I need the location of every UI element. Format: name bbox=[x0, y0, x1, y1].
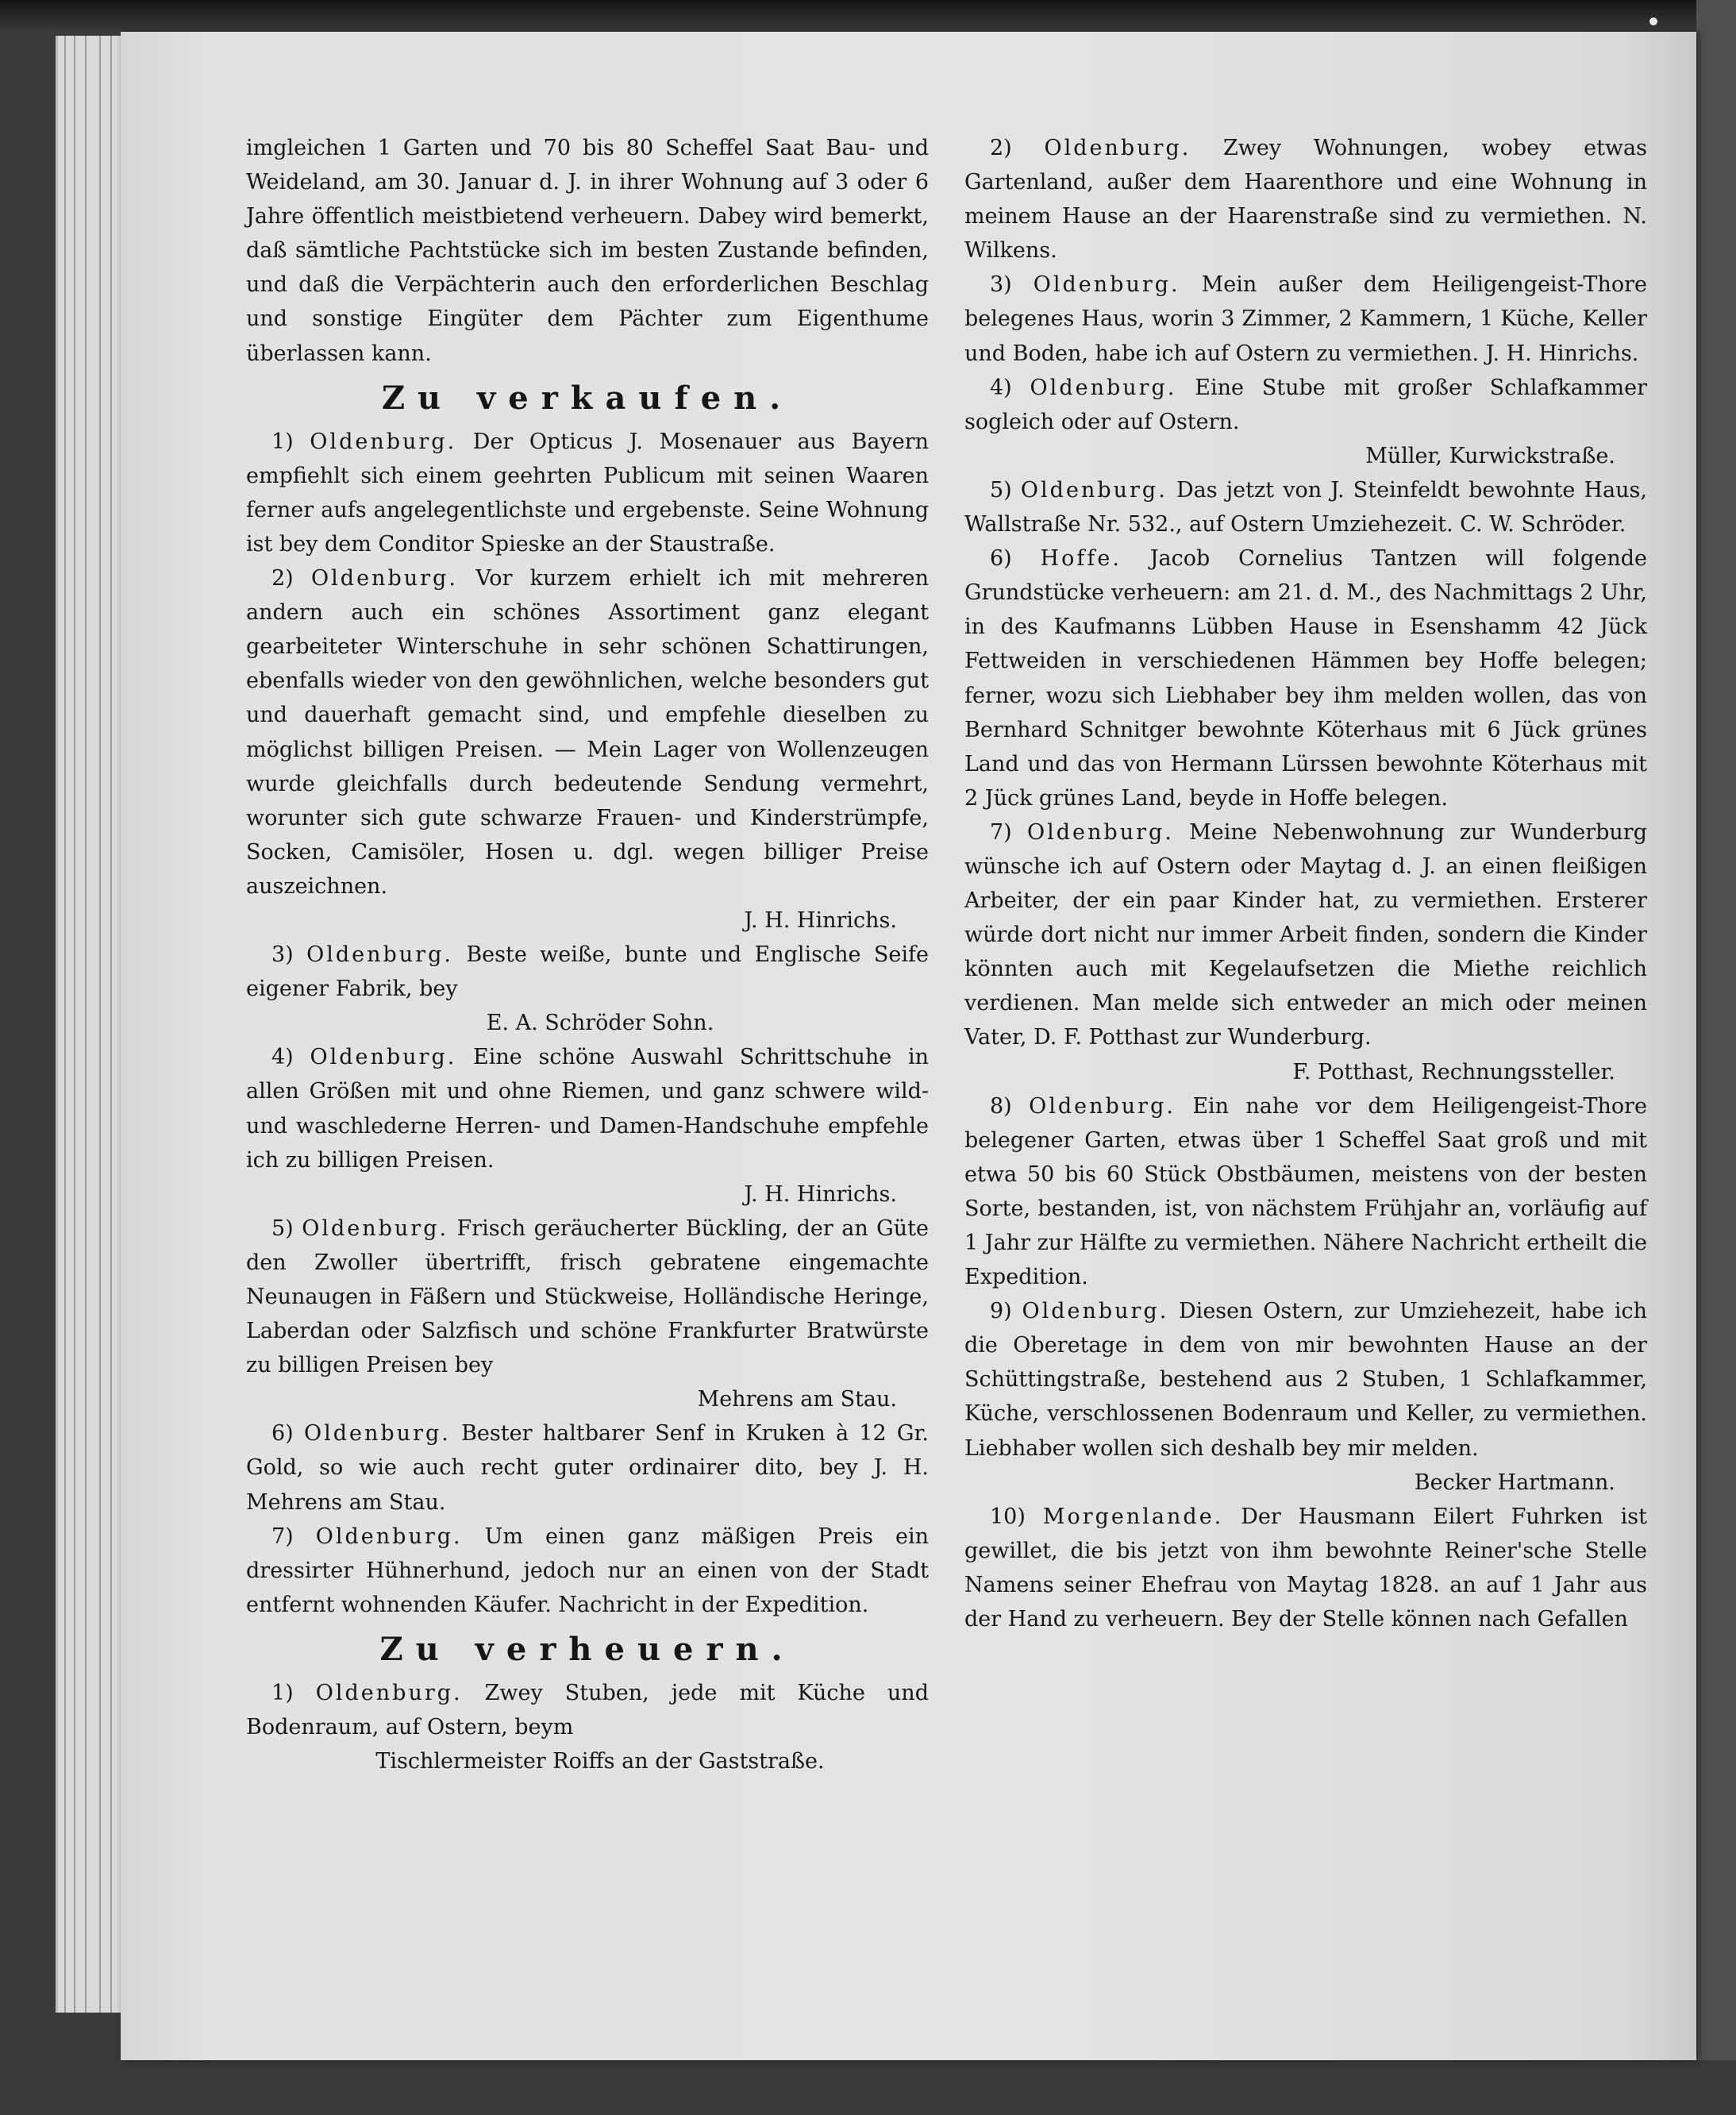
ad-entry: 5) Oldenburg. Frisch geräucherter Bückling, der an Güte den Zwoller übertrifft, frisch gebratene eingemachte Neunaugen in Fäßern und Stückweise, Holländische Heringe, Laberdan oder Salzfisch und schöne Frankfurter Bratwürste zu billigen Preisen bey Mehrens am Stau. bbox=[246, 1212, 929, 1417]
scan-background-bottom bbox=[0, 2060, 1736, 2115]
page-edge-line bbox=[85, 36, 87, 2013]
page-edge-line bbox=[64, 36, 66, 2013]
page-edge-line bbox=[74, 36, 75, 2013]
ad-signature: J. H. Hinrichs. bbox=[1485, 341, 1639, 366]
ad-entry: 10) Morgenlande. Der Hausmann Eilert Fuhrken ist gewillet, die bis jetzt von ihm bewohnte Reiner'sche Stelle Namens seiner Ehefrau von Maytag 1828. an auf 1 Jahr aus der Hand zu verheuern. Bey der Stelle können nach Gefallen bbox=[964, 1504, 1648, 1632]
scanner-dot bbox=[1649, 17, 1657, 25]
ad-signature: E. A. Schröder Sohn. bbox=[486, 1011, 714, 1036]
ad-signature: N. Wilkens. bbox=[964, 204, 1647, 264]
ad-entry: 4) Oldenburg. Eine schöne Auswahl Schrittschuhe in allen Größen mit und ohne Riemen, und ganz schwere wild- und waschlederne Herren- und Damen-Handschuhe empfehle ich zu billigen Preisen. J. H. Hinrichs. bbox=[246, 1040, 929, 1211]
scan-background-top bbox=[0, 0, 1736, 32]
ad-entry: 2) Oldenburg. Zwey Wohnungen, wobey etwas Gartenland, außer dem Haarenthore und eine Wohnung in meinem Hause an der Haarenstraße sind zu vermiethen. N. Wilkens. bbox=[964, 136, 1647, 264]
ad-entry: 9) Oldenburg. Diesen Ostern, zur Umziehezeit, habe ich die Oberetage in dem von mir bewohnten Hause an der Schüttingstraße, bestehend aus 2 Stuben, 1 Schlafkammer, Küche, verschlossenen Bodenraum und Keller, zu vermiethen. Liebhaber wollen sich deshalb bey mir melden. Becker Hartmann. bbox=[964, 1294, 1647, 1500]
ad-entry: 8) Oldenburg. Ein nahe vor dem Heiligengeist-Thore belegener Garten, etwas über 1 Scheffel Saat groß und mit etwa 50 bis 60 Stück Obstbäumen, meistens von der besten Sorte, bestanden, ist, von nächstem Frühjahr an, vorläufig auf 1 Jahr zur Hälfte zu vermiethen. Nähere Nachricht ertheilt die Expedition. bbox=[964, 1093, 1647, 1290]
scan-background-right bbox=[1696, 0, 1736, 2115]
ad-signature: Mehrens am Stau. bbox=[697, 1387, 897, 1412]
right-column bbox=[964, 131, 1647, 1636]
ad-entry: 7) Oldenburg. Meine Nebenwohnung zur Wunderburg wünsche ich auf Ostern oder Maytag d. J. an einen fleißigen Arbeiter, der ein paar Kinder hat, zu vermiethen. Ersterer würde dort nicht nur immer Arbeit finden, sondern die Kinder könnten auch mit Kegelaufsetzen die Miethe reichlich verdienen. Man melde sich entweder an mich oder meinen Vater, D. F. Potthast zur Wunderburg. F. Potthast, Rechnungssteller. bbox=[964, 815, 1647, 1089]
ad-signature: Becker Hartmann. bbox=[1414, 1470, 1615, 1495]
section-heading-verheuern: Zu verheuern. bbox=[379, 1630, 795, 1668]
ad-entry: 6) Oldenburg. Bester haltbarer Senf in Kruken à 12 Gr. Gold, so wie auch recht guter ordinairer dito, bey J. H. Mehrens am Stau. bbox=[246, 1421, 929, 1515]
ad-signature: Müller, Kurwickstraße. bbox=[1365, 443, 1615, 468]
ad-signature: Tischlermeister Roiffs an der Gaststraße. bbox=[375, 1749, 825, 1774]
section-heading-verkaufen: Zu verkaufen. bbox=[381, 379, 794, 417]
intro-paragraph: imgleichen 1 Garten und 70 bis 80 Scheffel Saat Bau- und Weideland, am 30. Januar d. J. in ihrer Wohnung auf 3 oder 6 Jahre öffentlich meistbietend verheuern. Dabey wird bemerkt, daß sämtliche Pachtstücke sich im besten Zustande befinden, und daß die Verpächterin auch den erforderlichen Beschlag und sonstige Eingüter dem Pächter zum Eigenthume überlassen kann. bbox=[246, 136, 929, 366]
ad-entry: 7) Oldenburg. Um einen ganz mäßigen Preis ein dressirter Hühnerhund, jedoch nur an einen von der Stadt entfernt wohnenden Käufer. Nachricht in der Expedition. bbox=[246, 1524, 929, 1617]
ad-entry: 5) Oldenburg. Das jetzt von J. Steinfeldt bewohnte Haus, Wallstraße Nr. 532., auf Ostern Umziehezeit. C. W. Schröder. bbox=[964, 477, 1647, 537]
ad-entry: 6) Hoffe. Jacob Cornelius Tantzen will folgende Grundstücke verheuern: am 21. d. M., des Nachmittags 2 Uhr, in des Kaufmanns Lübben Hause in Esenshamm 42 Jück Fettweiden in verschiedenen Hämmen bey Hoffe belegen; ferner, wozu sich Liebhaber bey ihm melden wollen, das von Bernhard Schnitger bewohnte Köterhaus mit 6 Jück grünes Land und das von Hermann Lürssen bewohnte Köterhaus mit 2 Jück grünes Land, beyde in Hoffe belegen. bbox=[964, 546, 1647, 811]
ad-signature: J. H. Hinrichs. bbox=[744, 907, 897, 933]
ad-signature: F. Potthast, Rechnungssteller. bbox=[1292, 1059, 1615, 1084]
page-edge-line bbox=[110, 36, 112, 2013]
ad-signature: C. W. Schröder. bbox=[1460, 512, 1626, 537]
ad-entry: 1) Oldenburg. Zwey Stuben, jede mit Küche und Bodenraum, auf Ostern, beym Tischlermeister Roiffs an der Gaststraße. bbox=[246, 1676, 929, 1778]
ad-entry: 4) Oldenburg. Eine Stube mit großer Schlafkammer sogleich oder auf Ostern. Müller, Kurwickstraße. bbox=[964, 371, 1647, 473]
left-column bbox=[246, 131, 929, 1778]
ad-entry: 2) Oldenburg. Vor kurzem erhielt ich mit mehreren andern auch ein schönes Assortiment ganz elegant gearbeiteter Winterschuhe in sehr schönen Schattirungen, ebenfalls wieder von den gewöhnlichen, welche besonders gut und dauerhaft gemacht sind, und empfehle dieselben zu möglichst billigen Preisen. — Mein Lager von Wollenzeugen wurde gleichfalls durch bedeutende Sendung vermehrt, worunter sich gute schwarze Frauen- und Kinderstrümpfe, Socken, Camisöler, Hosen u. dgl. wegen billiger Preise auszeichnen. J. H. Hinrichs. bbox=[246, 561, 929, 938]
ad-entry: 1) Oldenburg. Der Opticus J. Mosenauer aus Bayern empfiehlt sich einem geehrten Publicum mit seinen Waaren ferner aufs angelegentlichste und ergebenste. Seine Wohnung ist bey dem Conditor Spieske an der Staustraße. bbox=[246, 429, 929, 557]
page-edge-line bbox=[99, 36, 101, 2013]
ad-entry: 3) Oldenburg. Beste weiße, bunte und Englische Seife eigener Fabrik, bey E. A. Schröder Sohn. bbox=[246, 938, 929, 1040]
ad-entry: 3) Oldenburg. Mein außer dem Heiligengeist-Thore belegenes Haus, worin 3 Zimmer, 2 Kammern, 1 Küche, Keller und Boden, habe ich auf Ostern zu vermiethen. J. H. Hinrichs. bbox=[964, 272, 1647, 366]
ad-signature: J. H. Hinrichs. bbox=[744, 1181, 897, 1207]
